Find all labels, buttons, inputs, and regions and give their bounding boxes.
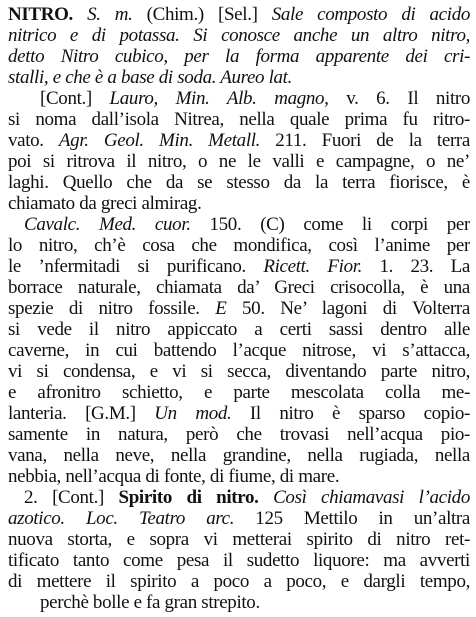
italic-text: stalli, e che è a base di soda. Aureo lat. [8,67,292,88]
text-run: tificato tanto come pesa il sudetto liquore: ma avverti [8,550,470,571]
text-run: 2. [Cont.] [24,487,119,508]
text-line [24,214,470,236]
text-run: vana, nella neve, nella grandine, nella rugiada, nella [8,445,470,466]
text-run: 125 Mettilo in un’altra [234,508,470,529]
text-run: nebbia, nell’acqua di fonte, di fiume, di mare. [8,466,340,487]
text-run: [Cont.] [40,88,110,109]
text-line [8,130,470,152]
text-run: poi si ritrova il nitro, o ne le valli e campagne, o ne’ [8,151,470,172]
italic-text: Così chiamavasi l’acido [273,487,470,508]
text-run: di mettere il spirito a poco a poco, e dargli tempo, [8,571,470,592]
italic-text: S. m. [87,4,133,25]
text-run: perchè bolle e fa gran strepito. [40,592,260,613]
italic-text: Agr. Geol. Min. Metall. [58,130,261,151]
text-run: vi si condensa, e vi si secca, diventando parte nitro, [8,361,470,382]
text-run: borrace naturale, chiamata da’ Greci crisocolla, è una [8,277,470,298]
italic-text: nitrico e di potassa. Si conosce anche un altro nitro, [8,25,470,46]
text-line [8,172,470,194]
text-run: 50. Ne’ lagoni di Volterra [226,298,470,319]
text-line [8,25,470,47]
text-run: le ’nfermitadi si purificano. [8,256,264,277]
text-run: vato. [8,130,59,151]
bold-term: Spirito di nitro. [118,487,259,508]
text-run [73,4,87,25]
text-run: si vede il nitro appiccato a certi sassi dentro alle [8,319,470,340]
text-line [24,487,470,509]
italic-text: Cavalc. Med. cuor. [24,214,191,235]
text-run: samente in natura, però che trovasi nell’acqua pio- [8,424,470,445]
italic-text: Lauro, Min. Alb. magno, [109,88,329,109]
italic-text: detto Nitro cubico, per la forma apparente dei cri- [8,46,470,67]
text-line [8,151,470,173]
text-line [8,319,470,341]
text-run: spezie di nitro fossile. [8,298,216,319]
text-line [8,109,470,131]
text-line [8,46,470,68]
text-line [8,361,470,383]
text-line [8,340,470,362]
text-line [8,424,470,446]
text-line [8,256,470,278]
text-line [8,403,470,425]
italic-text: Un mod. [154,403,232,424]
text-run: chiamato da greci almirag. [8,193,202,214]
bold-term: NITRO. [8,4,73,25]
text-run: v. 6. Il nitro [328,88,470,109]
text-line [40,592,470,614]
text-run: Il nitro è sparso copio- [231,403,470,424]
text-run: laghi. Quello che da se stesso da la terra fiorisce, è [8,172,470,193]
text-run: lo nitro, ch’è cosa che mondifica, così l’anime per [8,235,470,256]
text-line [8,67,470,89]
text-run: e afronitro schietto, e parte mescolata colla me- [8,382,470,403]
text-line [8,235,470,257]
text-line [8,193,470,215]
text-line [8,550,470,572]
text-line [40,88,470,110]
text-run [259,487,274,508]
text-line [8,571,470,593]
text-line [8,298,470,320]
text-run: (Chim.) [Sel.] [132,4,272,25]
italic-text: Sale composto di acido [271,4,470,25]
text-run: 150. (C) come li corpi per [190,214,470,235]
italic-text: azotico. Loc. Teatro arc. [8,508,235,529]
text-line [8,466,470,488]
text-run: 211. Fuori de la terra [260,130,470,151]
italic-text: Ricett. Fior. [263,256,363,277]
text-line [8,4,470,26]
text-line [8,382,470,404]
text-line [8,445,470,467]
text-line [8,508,470,530]
text-run: caverne, in cui battendo l’acque nitrose, vi s’attacca, [8,340,470,361]
text-run: lanteria. [G.M.] [8,403,155,424]
italic-text: E [215,298,227,319]
text-run: nuova storta, e sopra vi metterai spirito di nitro ret- [8,529,470,550]
text-run: si noma dall’isola Nitrea, nella quale prima fu ritro- [8,109,470,130]
text-line [8,277,470,299]
text-line [8,529,470,551]
text-run: 1. 23. La [362,256,470,277]
